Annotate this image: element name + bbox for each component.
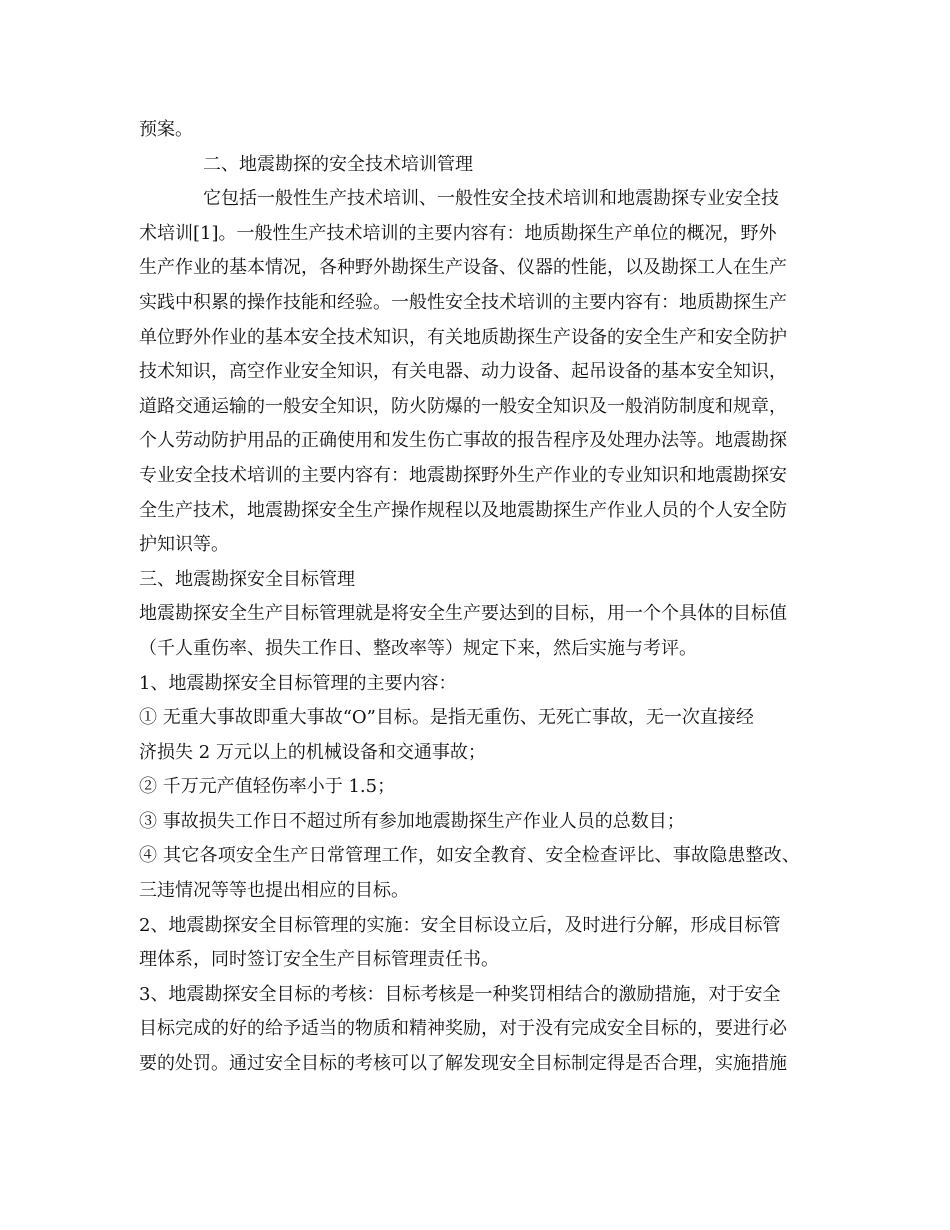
paragraph-line-4: 术培训[1]。一般性生产技术培训的主要内容有：地质勘探生产单位的概况，野外 xyxy=(139,222,777,244)
list-item-4-continued: 三违情况等等也提出相应的目标。 xyxy=(139,880,409,902)
section-heading-2: 二、地震勘探的安全技术培训管理 xyxy=(203,153,473,175)
paragraph-line-9: 道路交通运输的一般安全知识，防火防爆的一般安全知识及一般消防制度和规章， xyxy=(139,395,787,417)
paragraph-line-6: 实践中积累的操作技能和经验。一般性安全技术培训的主要内容有：地质勘探生产 xyxy=(139,291,787,313)
list-item-3: ③ 事故损失工作日不超过所有参加地震勘探生产作业人员的总数目； xyxy=(139,810,685,832)
section-heading-3: 三、地震勘探安全目标管理 xyxy=(139,568,355,590)
list-item-1: ① 无重大事故即重大事故“O”目标。是指无重伤、无死亡事故，无一次直接经 xyxy=(139,707,754,729)
paragraph-line-13: 护知识等。 xyxy=(139,534,229,556)
paragraph-line-25: 理体系，同时签订安全生产目标管理责任书。 xyxy=(139,949,499,971)
paragraph-line-10: 个人劳动防护用品的正确使用和发生伤亡事故的报告程序及处理办法等。地震勘探 xyxy=(139,430,787,452)
paragraph-line-7: 单位野外作业的基本安全技术知识，有关地质勘探生产设备的安全生产和安全防护 xyxy=(139,326,787,348)
paragraph-line-24: 2、地震勘探安全目标管理的实施：安全目标设立后，及时进行分解，形成目标管 xyxy=(139,914,781,936)
list-item-4: ④ 其它各项安全生产日常管理工作，如安全教育、安全检查评比、事故隐患整改、 xyxy=(139,845,801,867)
paragraph-line-26: 3、地震勘探安全目标的考核：目标考核是一种奖罚相结合的激励措施，对于安全 xyxy=(139,983,781,1005)
paragraph-line-5: 生产作业的基本情况，各种野外勘探生产设备、仪器的性能，以及勘探工人在生产 xyxy=(139,257,787,279)
paragraph-line-3: 它包括一般性生产技术培训、一般性安全技术培训和地震勘探专业安全技 xyxy=(203,188,779,210)
subheading-1: 1、地震勘探安全目标管理的主要内容： xyxy=(139,672,457,694)
paragraph-line-1: 预案。 xyxy=(139,119,193,140)
paragraph-line-11: 专业安全技术培训的主要内容有：地震勘探野外生产作业的专业知识和地震勘探安 xyxy=(139,464,787,486)
paragraph-line-28: 要的处罚。通过安全目标的考核可以了解发现安全目标制定得是否合理，实施措施 xyxy=(139,1053,787,1075)
list-item-2: ② 千万元产值轻伤率小于 1.5； xyxy=(139,776,396,798)
paragraph-line-8: 技术知识，高空作业安全知识，有关电器、动力设备、起吊设备的基本安全知识， xyxy=(139,361,787,383)
list-item-1-continued: 济损失 2 万元以上的机械设备和交通事故； xyxy=(139,741,486,763)
paragraph-line-27: 目标完成的好的给予适当的物质和精神奖励，对于没有完成安全目标的，要进行必 xyxy=(139,1018,787,1040)
paragraph-line-15: 地震勘探安全生产目标管理就是将安全生产要达到的目标，用一个个具体的目标值 xyxy=(139,603,787,625)
document-page xyxy=(139,113,829,1082)
paragraph-line-16: （千人重伤率、损失工作日、整改率等）规定下来，然后实施与考评。 xyxy=(139,637,697,659)
paragraph-line-12: 全生产技术，地震勘探安全生产操作规程以及地震勘探生产作业人员的个人安全防 xyxy=(139,499,787,521)
